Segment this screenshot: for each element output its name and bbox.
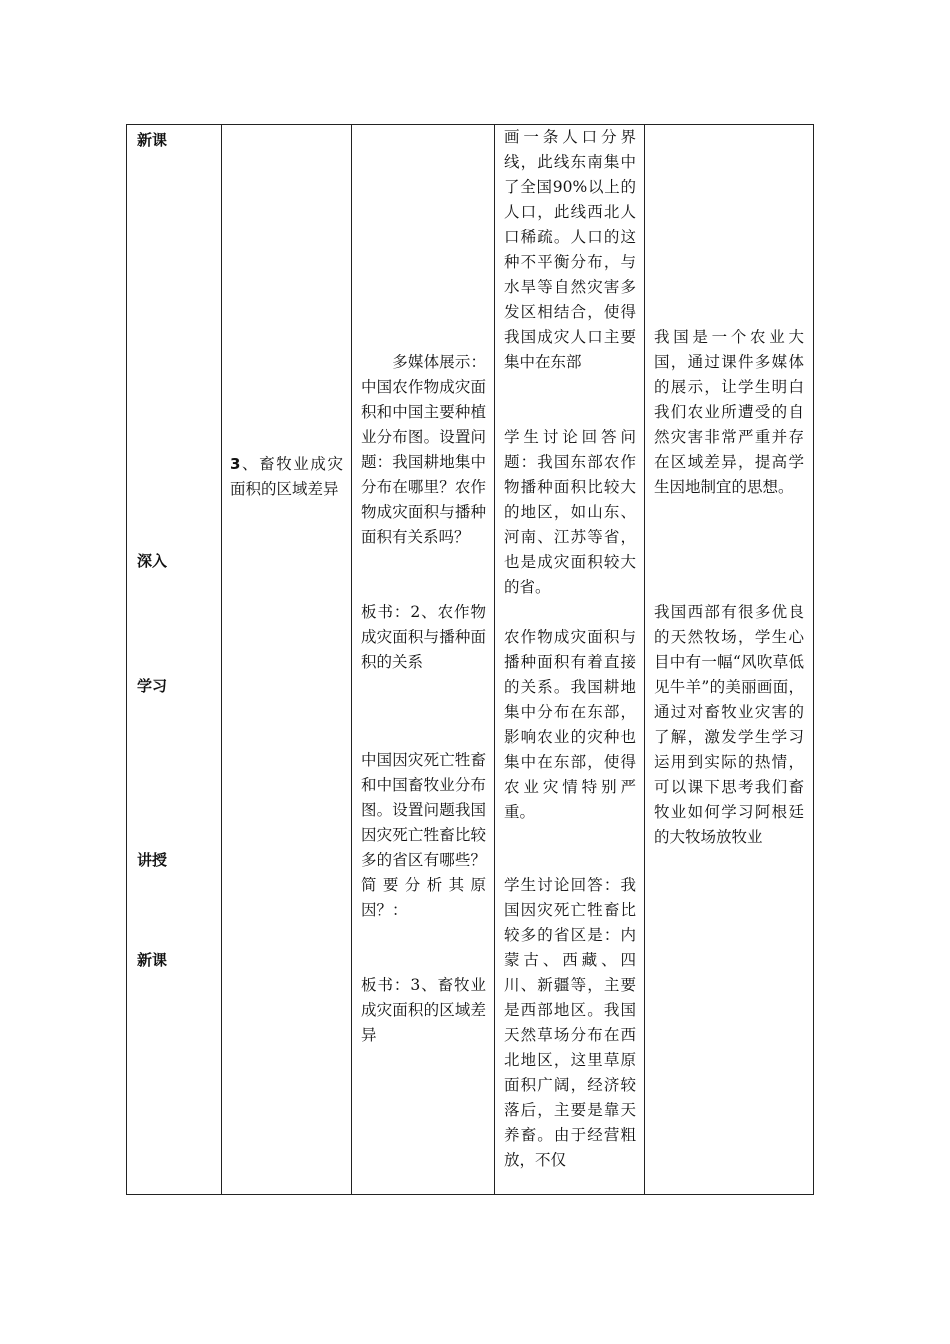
stage-column (127, 125, 221, 1194)
teacher-activity-multimedia: 多媒体展示：中国农作物成灾面积和中国主要种植业分布图。设置问题：我国耕地集中分布在哪里？农作物成灾面积与播种面积有关系吗？ (361, 353, 486, 546)
stage-label-deep: 深入 (137, 552, 168, 570)
design-intent-grassland: 我国西部有很多优良的天然牧场，学生心目中有一幅“风吹草低见牛羊”的美丽画面，通过对畜牧业灾害的了解，激发学生学习运用到实际的热情，可以课下思考我们畜牧业如何学习阿根廷的大牧场放牧业 (654, 603, 804, 846)
content-column (221, 125, 351, 1194)
section-heading-text: 、畜牧业成灾面积的区域差异 (230, 455, 343, 498)
student-answer-crop-area: 学生讨论回答问题：我国东部农作物播种面积比较大的地区，如山东、河南、江苏等省，也是成灾面积较大的省。 (504, 428, 636, 596)
stage-label-new-lesson: 新课 (137, 131, 168, 149)
design-intent-column (644, 125, 815, 1194)
stage-label-new-lesson-2: 新课 (137, 951, 168, 969)
lesson-plan-table (126, 124, 814, 1195)
stage-label-teach: 讲授 (137, 851, 168, 869)
student-text-population-line: 画一条人口分界线，此线东南集中了全国90%以上的人口，此线西北人口稀疏。人口的这种不平衡分布，与水旱等自然灾害多发区相结合，使得我国成灾人口主要集中在东部 (504, 128, 636, 371)
teacher-activity-livestock-map: 中国因灾死亡牲畜和中国畜牧业分布图。设置问题我国因灾死亡牲畜比较多的省区有哪些？简要分析其原因？： (361, 751, 486, 919)
design-intent-agriculture: 我国是一个农业大国，通过课件多媒体的展示，让学生明白我们农业所遭受的自然灾害非常严重并存在区域差异，提高学生因地制宜的思想。 (654, 328, 804, 496)
student-activity-column (494, 125, 644, 1194)
stage-label-study: 学习 (137, 677, 168, 695)
section-heading (230, 452, 343, 502)
teacher-activity-column (351, 125, 494, 1194)
student-text-sown-area-relation: 农作物成灾面积与播种面积有着直接的关系。我国耕地集中分布在东部，影响农业的灾种也集中在东部，使得农业灾情特别严重。 (504, 628, 636, 821)
student-answer-livestock: 学生讨论回答：我国因灾死亡牲畜比较多的省区是：内蒙古、西藏、四川、新疆等，主要是西部地区。我国天然草场分布在西北地区，这里草原面积广阔，经济较落后，主要是靠天养畜。由于经营粗放，不仅 (504, 876, 636, 1169)
teacher-blackboard-note-2: 板书：2、农作物成灾面积与播种面积的关系 (361, 603, 486, 671)
teacher-blackboard-note-3: 板书：3、畜牧业成灾面积的区域差异 (361, 976, 486, 1044)
section-heading-number: 3 (230, 455, 241, 473)
